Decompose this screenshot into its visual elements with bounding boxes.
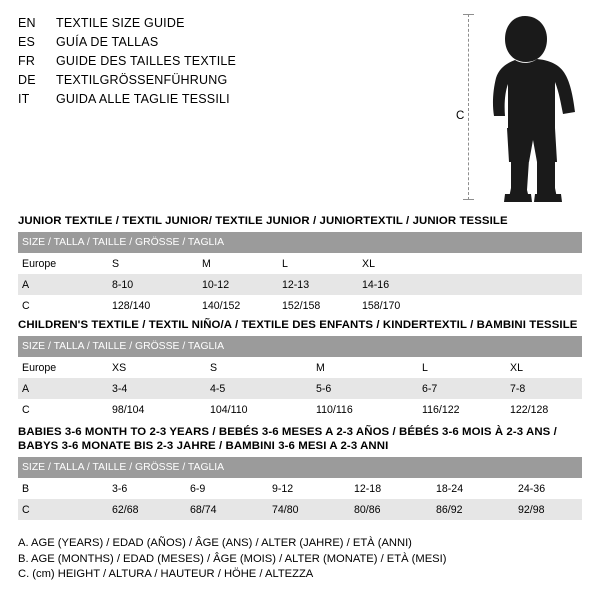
cell: 68/74 [186,499,268,520]
language-title-block [18,14,438,109]
table-row [18,357,582,378]
cell: 12-18 [350,478,432,499]
table-row [18,378,582,399]
cell: 6-7 [418,378,506,399]
language-title: GUIDA ALLE TAGLIE TESSILI [56,92,230,106]
cell: XL [506,357,582,378]
row-label: A [18,378,108,399]
language-title: GUÍA DE TALLAS [56,35,159,49]
language-title: GUIDE DES TAILLES TEXTILE [56,54,237,68]
cell: 18-24 [432,478,514,499]
table-row [18,399,582,420]
cell: L [278,253,358,274]
cell: M [198,253,278,274]
height-measure-label: C [456,110,465,122]
legend-line-a: A. AGE (YEARS) / EDAD (AÑOS) / ÂGE (ANS) / ALTER (JAHRE) / ETÀ (ANNI) [18,537,412,549]
row-label: Europe [18,357,108,378]
legend-line-b: B. AGE (MONTHS) / EDAD (MESES) / ÂGE (MOIS) / ALTER (MONATE) / ETÀ (MESI) [18,552,447,565]
cell: 140/152 [198,295,278,316]
children-size-table [18,336,582,420]
table-row [18,295,582,316]
table-row [18,478,582,499]
section-junior [18,214,582,316]
cell: 116/122 [418,399,506,420]
row-label: B [18,478,108,499]
measure-tick-top [463,14,474,15]
table-row [18,274,582,295]
junior-size-table [18,232,582,316]
cell: 98/104 [108,399,206,420]
table-header-cell: SIZE / TALLA / TAILLE / GRÖSSE / TAGLIA [18,336,582,357]
row-label: Europe [18,253,108,274]
section-title: BABIES 3-6 MONTH TO 2-3 YEARS / BEBÉS 3-6 MESES A 2-3 AÑOS / BÉBÉS 3-6 MOIS À 2-3 ANS / BABYS 3-6 MONATE BIS 2-3 JAHRE / BAMBINI 3-6 MESI A 2-3 ANNI [18,426,557,452]
cell: 86/92 [432,499,514,520]
table-header-row [18,232,582,253]
legend-line-c: C. (cm) HEIGHT / ALTURA / HAUTEUR / HÖHE / ALTEZZA [18,568,314,580]
cell: 104/110 [206,399,312,420]
cell: 110/116 [312,399,418,420]
language-code: FR [18,54,36,68]
cell: 7-8 [506,378,582,399]
cell: M [312,357,418,378]
cell: 10-12 [198,274,278,295]
cell: S [206,357,312,378]
cell: XS [108,357,206,378]
language-code: EN [18,16,36,30]
language-code: DE [18,73,36,87]
figure-area [440,6,595,206]
cell: 80/86 [350,499,432,520]
cell: 122/128 [506,399,582,420]
cell: L [418,357,506,378]
language-row [18,90,438,109]
cell: 74/80 [268,499,350,520]
language-code: ES [18,35,36,49]
cell: 3-6 [108,478,186,499]
language-title: TEXTILGRÖSSENFÜHRUNG [56,73,228,87]
cell: 9-12 [268,478,350,499]
table-header-row [18,336,582,357]
section-title: CHILDREN'S TEXTILE / TEXTIL NIÑO/A / TEXTILE DES ENFANTS / KINDERTEXTIL / BAMBINI TESSILE [18,319,578,331]
cell: 24-36 [514,478,582,499]
cell: 4-5 [206,378,312,399]
cell: S [108,253,198,274]
section-babies [18,425,582,520]
cell: 8-10 [108,274,198,295]
row-label: A [18,274,108,295]
child-silhouette-icon [485,12,595,204]
cell: 62/68 [108,499,186,520]
language-row [18,71,438,90]
cell: 12-13 [278,274,358,295]
measure-dashed-line [468,14,469,200]
table-header-row [18,457,582,478]
table-header-cell: SIZE / TALLA / TAILLE / GRÖSSE / TAGLIA [18,232,582,253]
language-title: TEXTILE SIZE GUIDE [56,16,185,30]
cell: 3-4 [108,378,206,399]
table-header-cell: SIZE / TALLA / TAILLE / GRÖSSE / TAGLIA [18,457,582,478]
row-label: C [18,399,108,420]
babies-size-table [18,457,582,520]
row-label: C [18,295,108,316]
table-row [18,499,582,520]
measure-tick-bottom [463,199,474,200]
cell: 152/158 [278,295,358,316]
row-label: C [18,499,108,520]
language-row [18,14,438,33]
cell: 5-6 [312,378,418,399]
legend [18,536,446,583]
cell: 14-16 [358,274,582,295]
cell: XL [358,253,582,274]
cell: 158/170 [358,295,582,316]
cell: 92/98 [514,499,582,520]
cell: 6-9 [186,478,268,499]
section-title: JUNIOR TEXTILE / TEXTIL JUNIOR/ TEXTILE JUNIOR / JUNIORTEXTIL / JUNIOR TESSILE [18,215,508,227]
language-row [18,52,438,71]
table-row [18,253,582,274]
language-row [18,33,438,52]
cell: 128/140 [108,295,198,316]
section-children [18,318,582,420]
language-code: IT [18,92,30,106]
